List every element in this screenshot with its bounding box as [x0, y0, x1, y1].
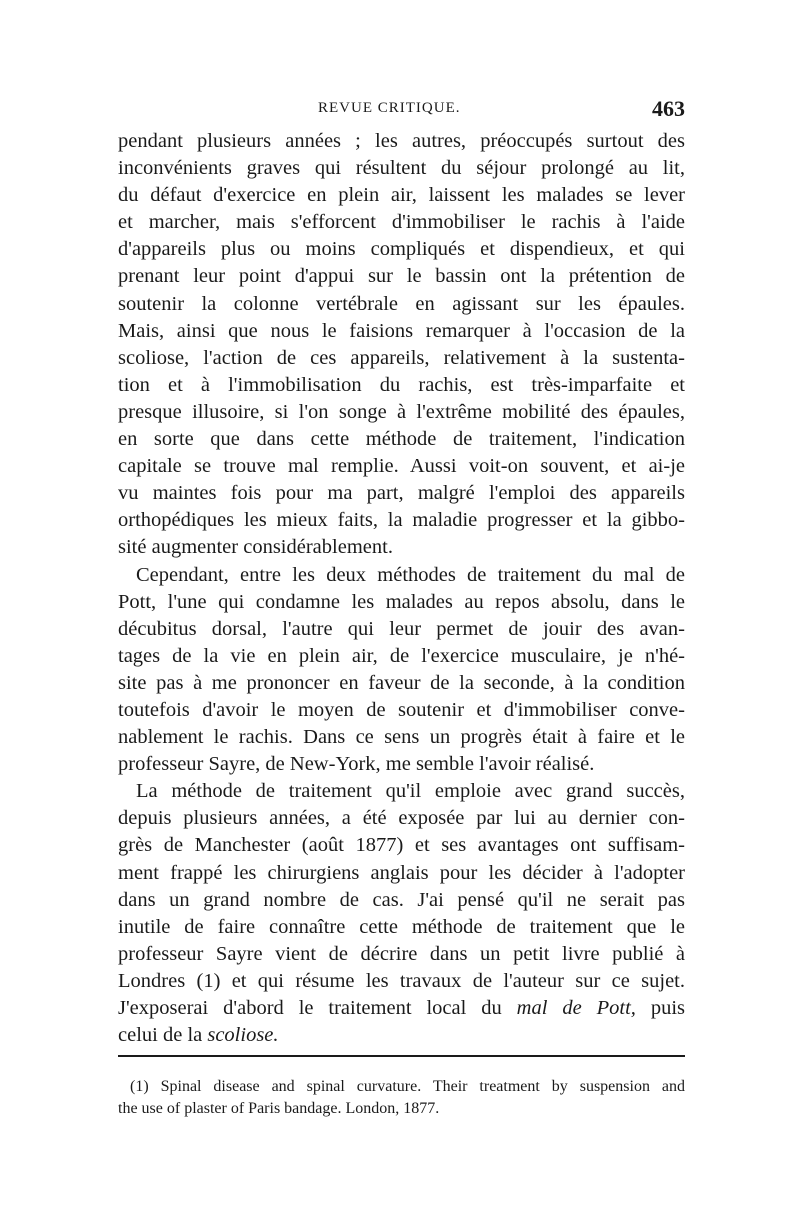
text-line: ment frappé les chirurgiens anglais pour les décider à l'adopter	[118, 861, 685, 884]
paragraph-start: Cependant, entre les deux méthodes de traitement du mal de	[136, 563, 685, 586]
text-line: tion et à l'immobilisation du rachis, est très-imparfaite et	[118, 373, 685, 396]
text-line: pendant plusieurs années ; les autres, préoccupés surtout des	[118, 130, 685, 152]
text-line: capitale se trouve mal remplie. Aussi voit-on souvent, et ai-je	[118, 455, 685, 478]
text-line: tages de la vie en plein air, de l'exercice musculaire, je n'hé-	[118, 644, 685, 667]
text-line: sité augmenter considérablement.	[118, 536, 393, 559]
running-title: REVUE CRITIQUE.	[318, 100, 461, 116]
text-line: Pott, l'une qui condamne les malades au repos absolu, dans le	[118, 590, 685, 613]
text-line: Londres (1) et qui résume les travaux de l'auteur sur ce sujet.	[118, 969, 685, 992]
text-line: depuis plusieurs années, a été exposée par lui au dernier con-	[118, 807, 685, 830]
page-number: 463	[652, 96, 685, 121]
text-line: Mais, ainsi que nous le faisions remarquer à l'occasion de la	[118, 319, 685, 342]
text-line: dans un grand nombre de cas. J'ai pensé qu'il ne serait pas	[118, 888, 685, 911]
text-line: toutefois d'avoir le moyen de soutenir et d'immobiliser conve-	[118, 698, 685, 721]
running-header	[118, 98, 685, 124]
text-line-mixed	[118, 1022, 685, 1049]
text-line: en sorte que dans cette méthode de traitement, l'indication	[118, 428, 685, 451]
footnote-line: the use of plaster of Paris bandage. London, 1877.	[118, 1100, 440, 1117]
text-line: vu maintes fois pour ma part, malgré l'emploi des appareils	[118, 482, 685, 505]
text-line: orthopédiques les mieux faits, la maladie progresser et la gibbo-	[118, 509, 685, 532]
italic-term: scoliose.	[207, 1024, 279, 1047]
text-line: site pas à me prononcer en faveur de la seconde, à la condition	[118, 671, 685, 694]
text-line: inconvénients graves qui résultent du séjour prolongé au lit,	[118, 157, 685, 180]
text-line: scoliose, l'action de ces appareils, relativement à la sustenta-	[118, 346, 685, 369]
text-line: grès de Manchester (août 1877) et ses avantages ont suffisam-	[118, 834, 685, 857]
text-line: d'appareils plus ou moins compliqués et dispendieux, et qui	[118, 238, 685, 261]
footnote-divider	[118, 1055, 685, 1057]
text-line: presque illusoire, si l'on songe à l'extrême mobilité des épaules,	[118, 400, 685, 423]
text-line: inutile de faire connaître cette méthode de traitement que le	[118, 915, 685, 938]
paragraph-start: La méthode de traitement qu'il emploie avec grand succès,	[136, 780, 685, 803]
text-line: prenant leur point d'appui sur le bassin ont la prétention de	[118, 265, 685, 288]
text-line: décubitus dorsal, l'autre qui leur permet de jouir des avan-	[118, 617, 685, 640]
text-line: professeur Sayre, de New-York, me semble l'avoir réalisé.	[118, 753, 595, 776]
footnote-line: (1) Spinal disease and spinal curvature. Their treatment by suspension and	[130, 1078, 685, 1095]
text-line-mixed	[118, 995, 685, 1022]
footnote	[118, 1076, 685, 1120]
text-line: et marcher, mais s'efforcent d'immobiliser le rachis à l'aide	[118, 211, 685, 234]
main-text	[118, 128, 685, 1049]
text-line: nablement le rachis. Dans ce sens un progrès était à faire et le	[118, 726, 685, 749]
text-fragment: celui de la	[118, 1024, 203, 1047]
text-line: professeur Sayre vient de décrire dans un petit livre publié à	[118, 942, 685, 965]
text-fragment: puis	[650, 997, 686, 1019]
text-line: du défaut d'exercice en plein air, laissent les malades se lever	[118, 184, 685, 207]
text-line: soutenir la colonne vertébrale en agissant sur les épaules.	[118, 292, 685, 315]
text-fragment: J'exposerai d'abord le traitement local du	[118, 997, 502, 1019]
italic-term: mal de Pott,	[516, 997, 636, 1019]
